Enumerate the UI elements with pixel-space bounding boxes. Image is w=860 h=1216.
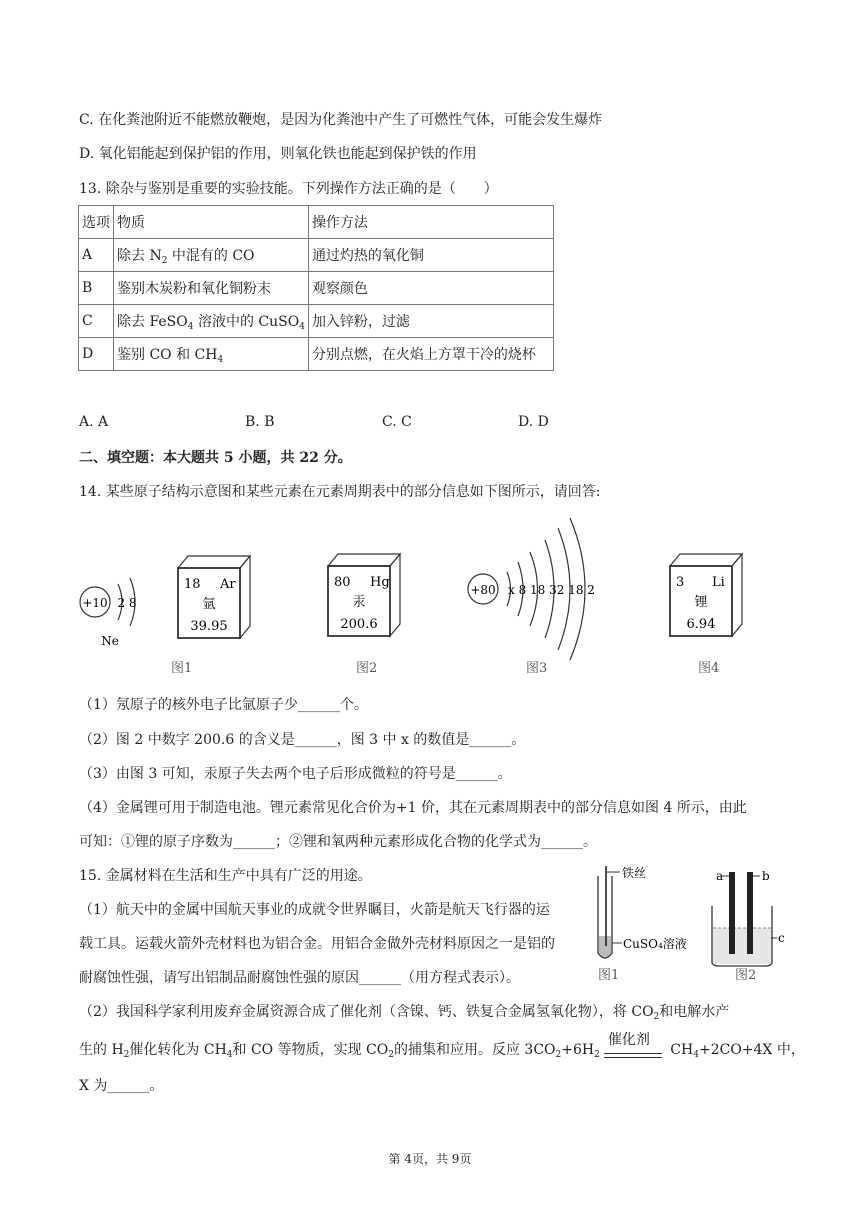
q14-sub2: （2）图 2 中数字 200.6 的含义是______，图 3 中 x 的数值是______。 [79, 732, 526, 748]
fig1-caption: 图1 [171, 661, 193, 676]
table-row [79, 239, 554, 272]
svg-text:Ar: Ar [220, 577, 236, 592]
svg-text:锂: 锂 [694, 595, 708, 610]
svg-text:c: c [778, 931, 785, 945]
svg-text:6.94: 6.94 [686, 617, 716, 632]
header-method: 操作方法 [308, 206, 553, 239]
table-row [79, 305, 554, 338]
q14-sub4-line1: （4）金属锂可用于制造电池。锂元素常见化合价为+1 价，其在元素周期表中的部分信息如图 4 所示，由此 [79, 800, 747, 816]
row-substance: 除去 FeSO$_4$ 溶液中的 CuSO$_4$ [114, 305, 309, 338]
fig4-caption: 图4 [698, 661, 720, 676]
header-option: 选项 [79, 206, 114, 239]
svg-text:图1: 图1 [598, 968, 620, 983]
table-row [79, 272, 554, 305]
beaker-electrodes-diagram [712, 869, 785, 983]
row-option: C [79, 305, 114, 338]
q14-sub4-line2: 可知：①锂的原子序数为______；②锂和氧两种元素形成化合物的化学式为______。 [79, 834, 597, 850]
q15-p1-line3: 耐腐蚀性强，请写出铝制品耐腐蚀性强的原因______（用方程式表示）。 [79, 970, 520, 986]
svg-text:a: a [716, 869, 724, 883]
svg-text:39.95: 39.95 [190, 619, 228, 634]
svg-text:200.6: 200.6 [340, 617, 378, 632]
q15-figures [590, 858, 790, 983]
row-method: 分别点燃，在火焰上方罩干冷的烧杯 [308, 338, 553, 371]
test-tube-diagram [598, 865, 687, 983]
option-d: D. D [518, 414, 549, 430]
q15-p2-line1: （2）我国科学家利用废弃金属资源合成了催化剂（含镍、钙、铁复合金属氢氧化物），将 $CO_2$和电解水产 [79, 1004, 730, 1022]
row-option: D [79, 338, 114, 371]
q13-options [79, 414, 599, 434]
row-method: 观察颜色 [308, 272, 553, 305]
page-footer: 第 4页，共 9页 [388, 1152, 472, 1166]
section-2-heading: 二、填空题：本大题共 5 小题，共 22 分。 [79, 450, 352, 466]
svg-text:2 8: 2 8 [117, 596, 137, 610]
row-substance: 鉴别 CO 和 $CH_4$ [114, 338, 309, 371]
row-method: 加入锌粉，过滤 [308, 305, 553, 338]
q15-p1-line2: 载工具。运载火箭外壳材料也为铝合金。用铝合金做外壳材料原因之一是铝的 [79, 936, 555, 952]
header-substance: 物质 [114, 206, 309, 239]
q15-p2-line3: X 为______。 [79, 1078, 164, 1094]
option-a: A. A [79, 414, 109, 430]
svg-text:80: 80 [334, 575, 351, 590]
svg-text:图2: 图2 [735, 968, 757, 983]
table-header-row [79, 206, 554, 239]
q15-p1-line1: （1）航天中的金属中国航天事业的成就令世界瞩目，火箭是航天飞行器的运 [79, 902, 550, 918]
svg-text:x 8 18 32 18 2: x 8 18 32 18 2 [508, 583, 595, 597]
question-15-stem: 15. 金属材料在生活和生产中具有广泛的用途。 [79, 868, 372, 884]
q14-figures [0, 510, 860, 680]
lithium-element-cell [670, 554, 742, 636]
table-row [79, 338, 554, 371]
option-c: C. C [382, 414, 412, 430]
row-substance: 除去 $N_2$ 中混有的 CO [114, 239, 309, 272]
row-option: A [79, 239, 114, 272]
svg-text:Hg: Hg [370, 575, 390, 590]
row-option: B [79, 272, 114, 305]
mercury-element-cell [328, 554, 400, 636]
q14-sub1: （1）氖原子的核外电子比氩原子少______个。 [79, 697, 368, 713]
svg-text:Li: Li [712, 575, 725, 590]
q13-table [78, 205, 554, 371]
svg-text:CuSO₄溶液: CuSO₄溶液 [623, 937, 687, 951]
svg-text:+80: +80 [470, 583, 496, 597]
option-d-text: D. 氧化铝能起到保护铝的作用，则氧化铁也能起到保护铁的作用 [79, 146, 477, 162]
svg-text:Ne: Ne [101, 634, 119, 648]
svg-text:18: 18 [184, 577, 201, 592]
question-13-stem: 13. 除杂与鉴别是重要的实验技能。下列操作方法正确的是（ ） [79, 181, 498, 197]
neon-atom-diagram [80, 578, 137, 648]
argon-element-cell [178, 556, 250, 638]
svg-text:b: b [762, 869, 770, 883]
catalyst-arrow: 催化剂 [604, 1040, 662, 1060]
mercury-atom-diagram [468, 518, 595, 660]
svg-text:3: 3 [676, 575, 685, 590]
svg-text:铁丝: 铁丝 [622, 866, 647, 880]
fig2-caption: 图2 [356, 661, 378, 676]
q15-p2-line2: 生的 $H_2$催化转化为 $CH_4$和 CO 等物质，实现 $CO_2$的捕集和应用。反应 $3CO_2+6H_2$ 催化剂 $CH_4+2CO+4X$ 中， [79, 1032, 805, 1060]
option-b: B. B [245, 414, 275, 430]
q14-sub3: （3）由图 3 可知，汞原子失去两个电子后形成微粒的符号是______。 [79, 766, 512, 782]
question-14-stem: 14. 某些原子结构示意图和某些元素在元素周期表中的部分信息如下图所示，请回答: [79, 484, 601, 500]
option-c-text: C. 在化粪池附近不能燃放鞭炮，是因为化粪池中产生了可燃性气体，可能会发生爆炸 [79, 112, 603, 128]
svg-text:氩: 氩 [202, 597, 216, 612]
fig3-caption: 图3 [526, 661, 548, 676]
row-method: 通过灼热的氧化铜 [308, 239, 553, 272]
row-substance: 鉴别木炭粉和氧化铜粉末 [114, 272, 309, 305]
svg-text:汞: 汞 [352, 595, 366, 610]
svg-text:+10: +10 [82, 596, 108, 610]
